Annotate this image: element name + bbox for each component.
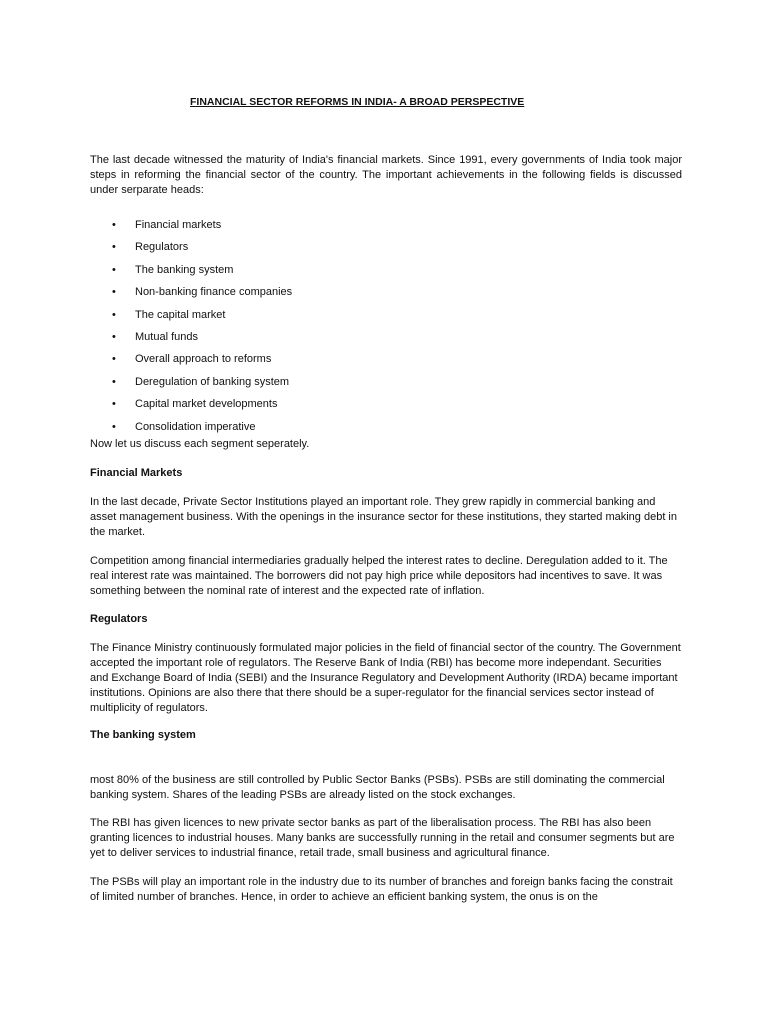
list-item	[90, 352, 490, 374]
banking-system-paragraph-1: most 80% of the business are still controlled by Public Sector Banks (PSBs). PSBs are still dominating the commercial banking system. Shares of the leading PSBs are already listed on the stock exchanges.	[90, 774, 665, 801]
section-heading-regulators: Regulators	[90, 613, 148, 625]
list-item-label: Mutual funds	[135, 330, 198, 343]
list-item-label: Consolidation imperative	[135, 420, 256, 433]
list-item-label: The banking system	[135, 263, 234, 276]
financial-markets-paragraph-2: Competition among financial intermediaries gradually helped the interest rates to decline. Deregulation added to it. The real interest rate was maintained. The borrowers did not pay high price while depositors had incentives to save. It was something between the nominal rate of interest and the expected rate of inflation.	[90, 555, 668, 597]
list-item	[90, 308, 490, 330]
topics-list	[90, 218, 490, 442]
bullet-icon: •	[112, 375, 116, 388]
list-item-label: Capital market developments	[135, 398, 278, 411]
banking-system-paragraph-3: The PSBs will play an important role in the industry due to its number of branches and foreign banks facing the constrait of limited number of branches. Hence, in order to achieve an efficient banking system, the onus is on the	[90, 876, 673, 903]
bullet-icon: •	[112, 241, 116, 254]
list-item-label: Financial markets	[135, 219, 222, 231]
list-item-label: Overall approach to reforms	[135, 353, 272, 366]
list-item	[90, 240, 490, 262]
section-heading-banking-system: The banking system	[90, 729, 196, 741]
list-item-label: Deregulation of banking system	[135, 375, 290, 388]
document-title: FINANCIAL SECTOR REFORMS IN INDIA- A BROAD PERSPECTIVE	[190, 96, 525, 108]
financial-markets-paragraph-1: In the last decade, Private Sector Institutions played an important role. They grew rapidly in commercial banking and asset management business. With the openings in the insurance sector for these institutions, they started making debt in the market.	[90, 496, 677, 538]
list-item-label: Non-banking finance companies	[135, 286, 293, 299]
list-item	[90, 218, 490, 240]
list-item	[90, 375, 490, 397]
bullet-icon: •	[112, 308, 116, 321]
regulators-paragraph-1: The Finance Ministry continuously formulated major policies in the field of financial sector of the country. The Government accepted the important role of regulators. The Reserve Bank of India (RBI) has become more independant. Securities and Exchange Board of India (SEBI) and the Insurance Regulatory and Development Authority (IRDA) became important institutions. Opinions are also there that there should be a super-regulator for the financial services sector instead of multiplicity of regulators.	[90, 642, 681, 714]
bullet-icon: •	[112, 263, 116, 276]
list-item	[90, 397, 490, 419]
list-item-label: The capital market	[135, 308, 226, 321]
list-item	[90, 330, 490, 352]
bullet-icon: •	[112, 398, 116, 411]
bullet-icon: •	[112, 330, 116, 343]
list-item	[90, 263, 490, 285]
list-item	[90, 285, 490, 307]
bullet-icon: •	[112, 420, 116, 433]
bullet-icon: •	[112, 353, 116, 366]
bullet-icon: •	[112, 286, 116, 299]
list-item-label: Regulators	[135, 241, 189, 254]
transition-text: Now let us discuss each segment seperately.	[90, 438, 310, 450]
section-heading-financial-markets: Financial Markets	[90, 467, 183, 479]
bullet-icon: •	[112, 219, 116, 231]
banking-system-paragraph-2: The RBI has given licences to new private sector banks as part of the liberalisation process. The RBI has also been granting licences to industrial houses. Many banks are successfully running in the retail and consumer segments but are yet to deliver services to industrial finance, retail trade, small business and agricultural finance.	[90, 817, 675, 859]
intro-paragraph: The last decade witnessed the maturity of India's financial markets. Since 1991, every governments of India took major steps in reforming the financial sector of the country. The important achievements in the following fields is discussed under serparate heads:	[90, 154, 682, 196]
